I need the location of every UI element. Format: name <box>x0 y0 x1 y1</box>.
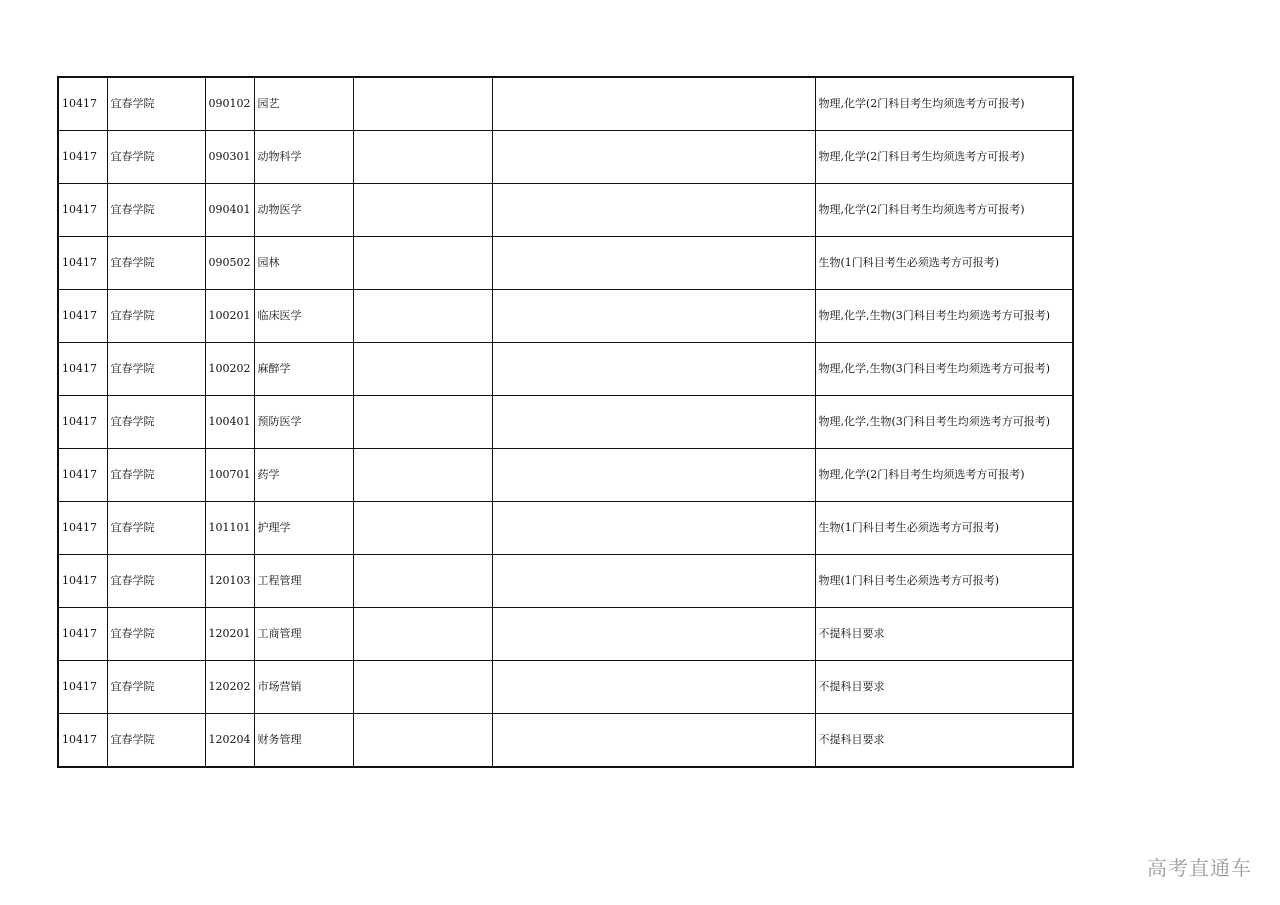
school-name-cell: 宜春学院 <box>107 714 205 768</box>
empty-cell <box>492 131 815 184</box>
school-name-cell: 宜春学院 <box>107 343 205 396</box>
school-name-cell: 宜春学院 <box>107 131 205 184</box>
empty-cell <box>492 290 815 343</box>
empty-cell <box>353 343 492 396</box>
school-name-cell: 宜春学院 <box>107 77 205 131</box>
table-row <box>58 77 1073 131</box>
empty-cell <box>492 555 815 608</box>
major-name-cell: 工程管理 <box>254 555 353 608</box>
school-name-cell: 宜春学院 <box>107 184 205 237</box>
empty-cell <box>353 661 492 714</box>
major-name-cell: 市场营销 <box>254 661 353 714</box>
table-row <box>58 714 1073 768</box>
empty-cell <box>353 77 492 131</box>
major-code-cell: 120204 <box>205 714 254 768</box>
subject-requirement-cell: 物理,化学(2门科目考生均须选考方可报考) <box>815 449 1073 502</box>
empty-cell <box>492 77 815 131</box>
school-code-cell: 10417 <box>58 237 107 290</box>
empty-cell <box>492 396 815 449</box>
major-name-cell: 动物医学 <box>254 184 353 237</box>
empty-cell <box>492 237 815 290</box>
major-name-cell: 药学 <box>254 449 353 502</box>
major-name-cell: 园艺 <box>254 77 353 131</box>
major-name-cell: 工商管理 <box>254 608 353 661</box>
school-code-cell: 10417 <box>58 131 107 184</box>
subject-requirement-cell: 不提科目要求 <box>815 608 1073 661</box>
major-code-cell: 090502 <box>205 237 254 290</box>
table-row <box>58 237 1073 290</box>
major-code-cell: 100202 <box>205 343 254 396</box>
empty-cell <box>492 661 815 714</box>
table-row <box>58 555 1073 608</box>
subject-requirement-cell: 物理,化学,生物(3门科目考生均须选考方可报考) <box>815 343 1073 396</box>
major-code-cell: 090102 <box>205 77 254 131</box>
school-code-cell: 10417 <box>58 608 107 661</box>
school-name-cell: 宜春学院 <box>107 555 205 608</box>
school-name-cell: 宜春学院 <box>107 661 205 714</box>
major-name-cell: 财务管理 <box>254 714 353 768</box>
school-code-cell: 10417 <box>58 290 107 343</box>
school-name-cell: 宜春学院 <box>107 396 205 449</box>
major-code-cell: 100701 <box>205 449 254 502</box>
subject-requirements-table <box>57 76 1074 768</box>
school-code-cell: 10417 <box>58 714 107 768</box>
school-name-cell: 宜春学院 <box>107 608 205 661</box>
empty-cell <box>353 714 492 768</box>
subject-requirement-cell: 物理,化学(2门科目考生均须选考方可报考) <box>815 184 1073 237</box>
major-code-cell: 120103 <box>205 555 254 608</box>
major-name-cell: 临床医学 <box>254 290 353 343</box>
subject-requirement-cell: 物理,化学(2门科目考生均须选考方可报考) <box>815 131 1073 184</box>
school-code-cell: 10417 <box>58 396 107 449</box>
table-row <box>58 449 1073 502</box>
empty-cell <box>492 714 815 768</box>
subject-requirement-cell: 物理,化学,生物(3门科目考生均须选考方可报考) <box>815 290 1073 343</box>
empty-cell <box>492 502 815 555</box>
empty-cell <box>353 502 492 555</box>
major-code-cell: 090301 <box>205 131 254 184</box>
empty-cell <box>353 555 492 608</box>
table-body <box>58 77 1073 767</box>
school-name-cell: 宜春学院 <box>107 502 205 555</box>
school-name-cell: 宜春学院 <box>107 449 205 502</box>
table-row <box>58 343 1073 396</box>
school-code-cell: 10417 <box>58 502 107 555</box>
table-row <box>58 502 1073 555</box>
table-row <box>58 396 1073 449</box>
empty-cell <box>353 184 492 237</box>
major-code-cell: 100401 <box>205 396 254 449</box>
school-name-cell: 宜春学院 <box>107 290 205 343</box>
school-code-cell: 10417 <box>58 184 107 237</box>
watermark-text: 高考直通车 <box>1147 856 1252 880</box>
major-name-cell: 园林 <box>254 237 353 290</box>
table-row <box>58 661 1073 714</box>
table-row <box>58 608 1073 661</box>
subject-requirement-cell: 不提科目要求 <box>815 714 1073 768</box>
empty-cell <box>353 290 492 343</box>
school-code-cell: 10417 <box>58 449 107 502</box>
table-row <box>58 131 1073 184</box>
school-code-cell: 10417 <box>58 555 107 608</box>
school-name-cell: 宜春学院 <box>107 237 205 290</box>
subject-requirement-cell: 生物(1门科目考生必须选考方可报考) <box>815 237 1073 290</box>
major-name-cell: 动物科学 <box>254 131 353 184</box>
empty-cell <box>353 237 492 290</box>
major-name-cell: 预防医学 <box>254 396 353 449</box>
major-code-cell: 090401 <box>205 184 254 237</box>
empty-cell <box>353 131 492 184</box>
school-code-cell: 10417 <box>58 661 107 714</box>
empty-cell <box>492 184 815 237</box>
school-code-cell: 10417 <box>58 77 107 131</box>
empty-cell <box>492 608 815 661</box>
table-row <box>58 290 1073 343</box>
major-name-cell: 麻醉学 <box>254 343 353 396</box>
empty-cell <box>492 449 815 502</box>
empty-cell <box>353 449 492 502</box>
major-name-cell: 护理学 <box>254 502 353 555</box>
subject-requirement-cell: 不提科目要求 <box>815 661 1073 714</box>
major-code-cell: 120201 <box>205 608 254 661</box>
subject-requirement-cell: 物理,化学,生物(3门科目考生均须选考方可报考) <box>815 396 1073 449</box>
major-code-cell: 120202 <box>205 661 254 714</box>
empty-cell <box>492 343 815 396</box>
major-code-cell: 101101 <box>205 502 254 555</box>
table-row <box>58 184 1073 237</box>
school-code-cell: 10417 <box>58 343 107 396</box>
major-code-cell: 100201 <box>205 290 254 343</box>
subject-requirement-cell: 生物(1门科目考生必须选考方可报考) <box>815 502 1073 555</box>
empty-cell <box>353 396 492 449</box>
subject-requirement-cell: 物理(1门科目考生必须选考方可报考) <box>815 555 1073 608</box>
empty-cell <box>353 608 492 661</box>
subject-requirement-cell: 物理,化学(2门科目考生均须选考方可报考) <box>815 77 1073 131</box>
